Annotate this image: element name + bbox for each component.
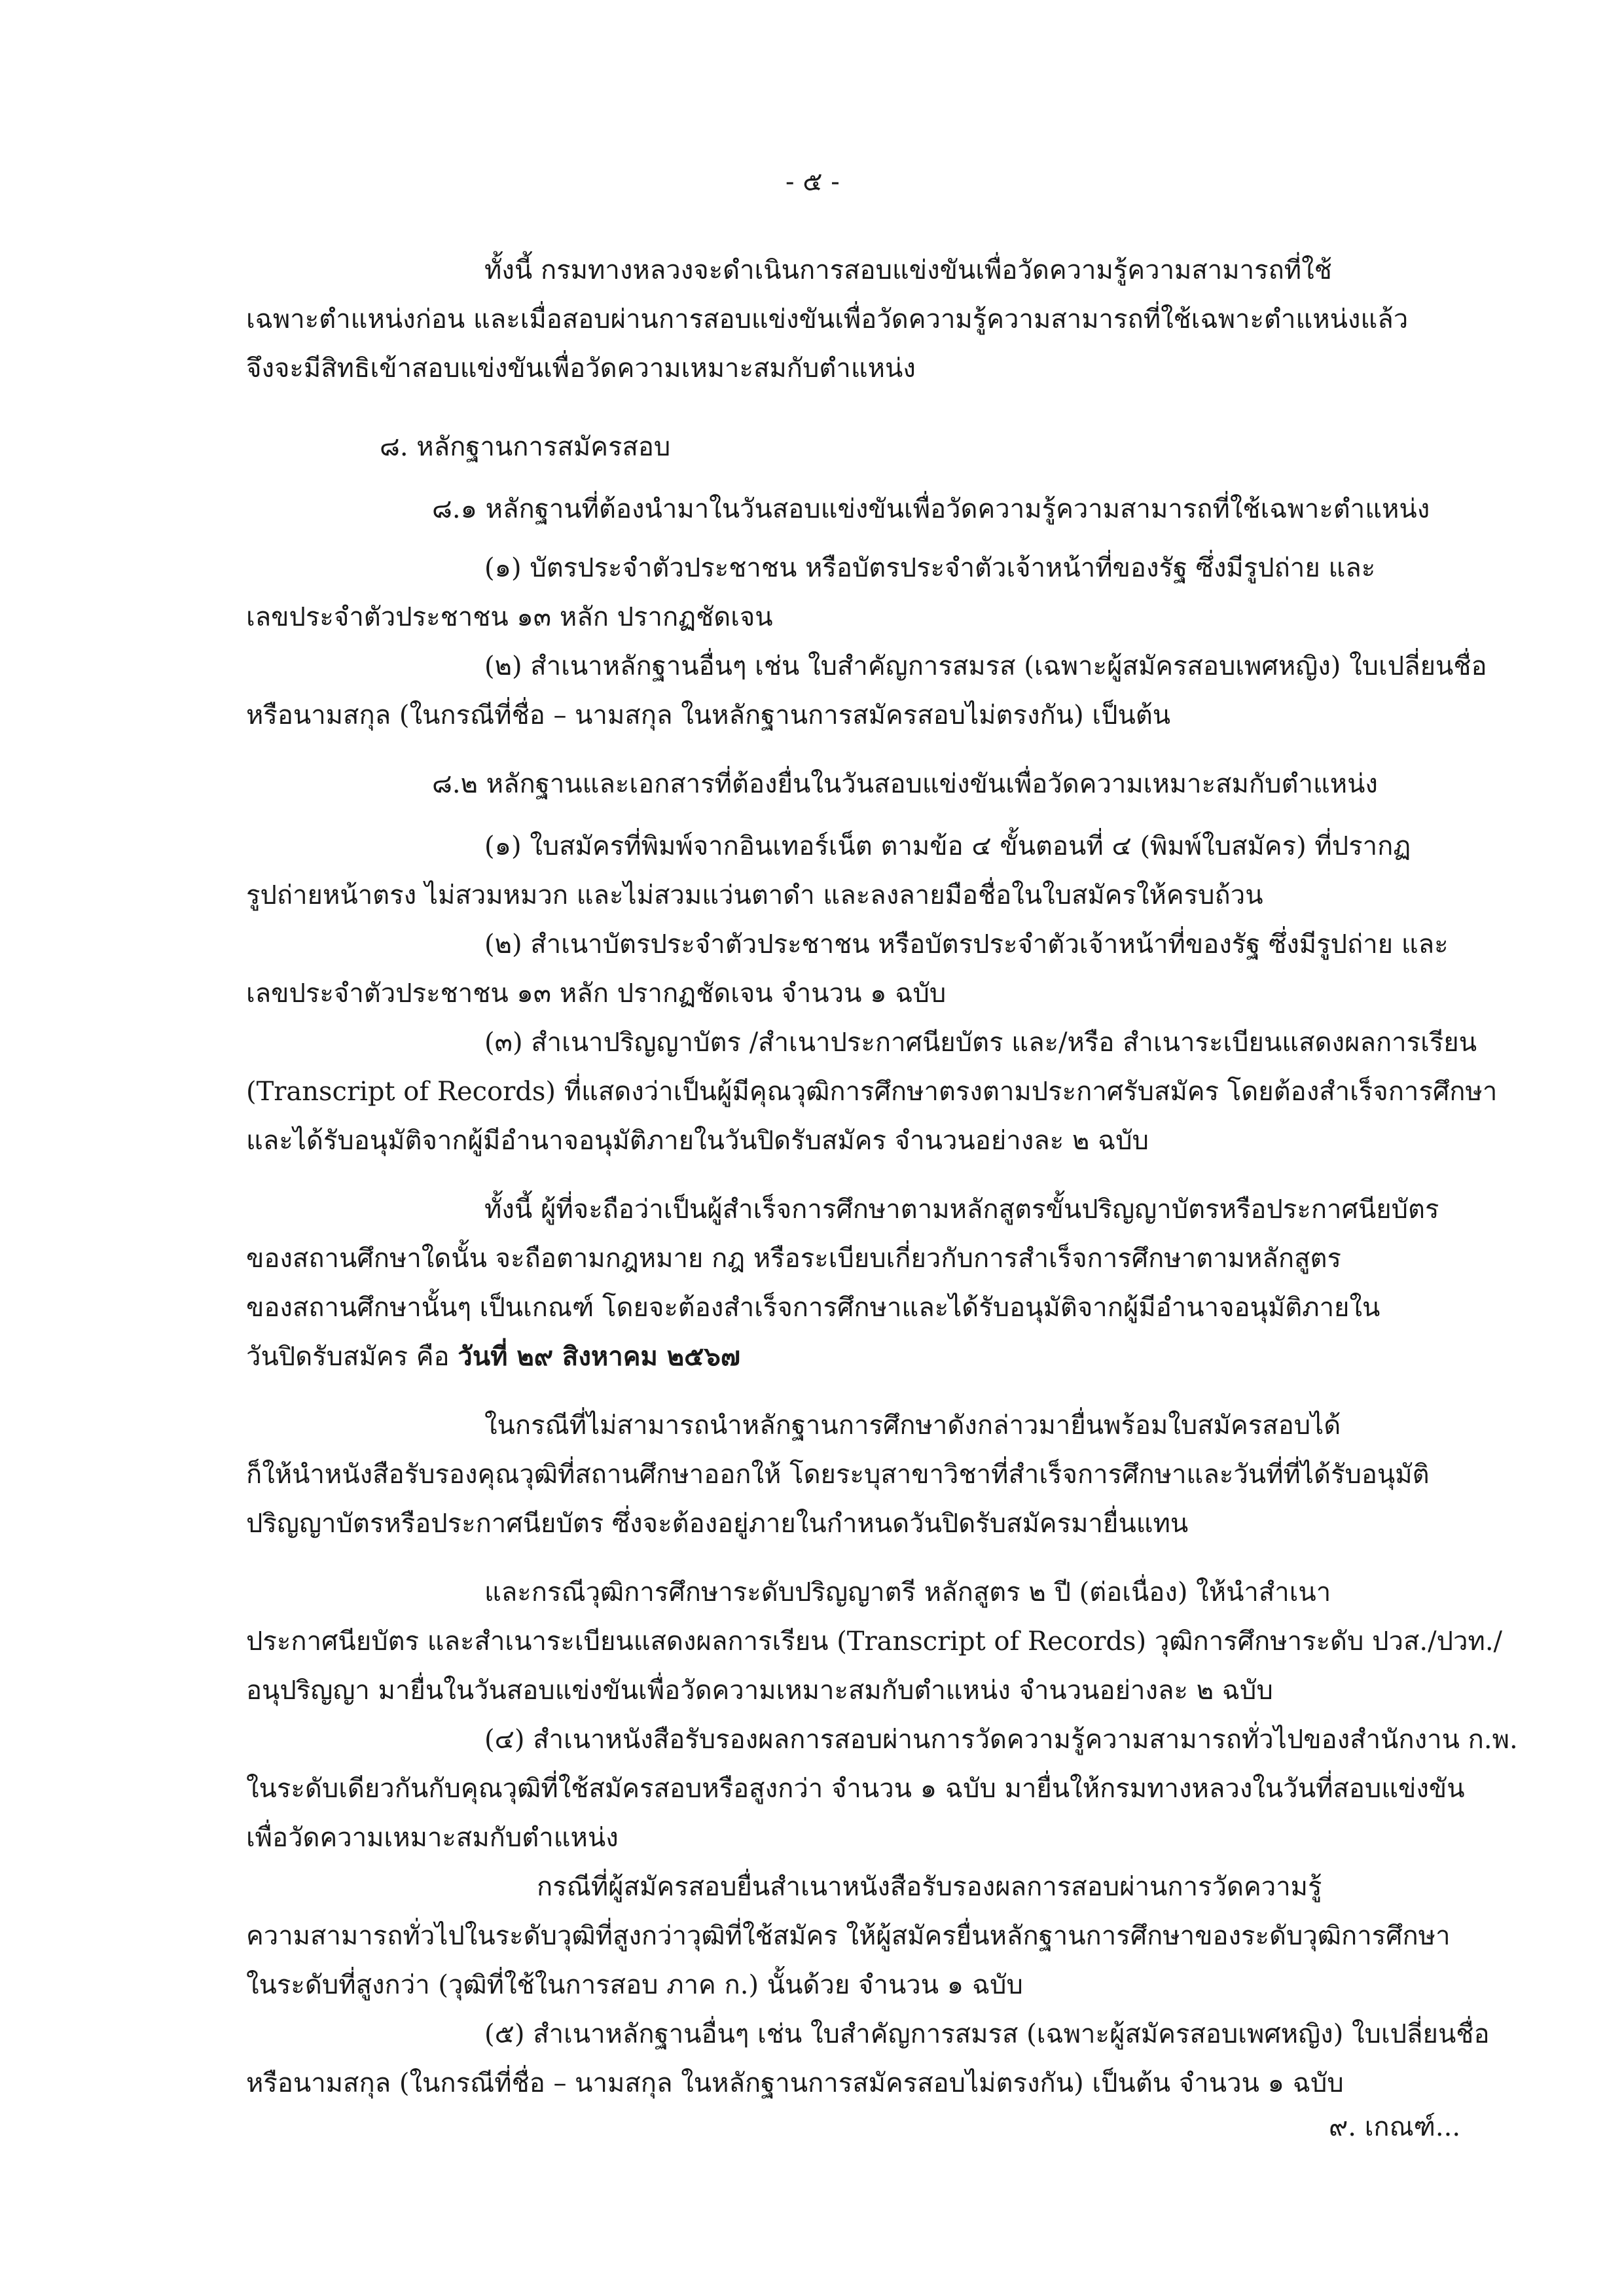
text-line: (๔) สำเนาหนังสือรับรองผลการสอบผ่านการวัดความรู้ความสามารถทั่วไปของสำนักงาน ก.พ. xyxy=(484,1725,1518,1755)
text-line: เลขประจำตัวประชาชน ๑๓ หลัก ปรากฏชัดเจน จำนวน ๑ ฉบับ xyxy=(246,978,947,1009)
text-line: และกรณีวุฒิการศึกษาระดับปริญญาตรี หลักสูตร ๒ ปี (ต่อเนื่อง) ให้นำสำเนา xyxy=(484,1577,1331,1607)
subsection-heading: ๘.๑ หลักฐานที่ต้องนำมาในวันสอบแข่งขันเพื่อวัดความรู้ความสามารถที่ใช้เฉพาะตำแหน่ง xyxy=(432,494,1430,524)
text-line: ของสถานศึกษานั้นๆ เป็นเกณฑ์ โดยจะต้องสำเร็จการศึกษาและได้รับอนุมัติจากผู้มีอำนาจอนุมัติภายใน xyxy=(246,1293,1380,1323)
page-number: - ๕ - xyxy=(785,167,840,197)
subsection-heading: ๘.๒ หลักฐานและเอกสารที่ต้องยื่นในวันสอบแข่งขันเพื่อวัดความเหมาะสมกับตำแหน่ง xyxy=(432,769,1378,799)
text-line: รูปถ่ายหน้าตรง ไม่สวมหมวก และไม่สวมแว่นตาดำ และลงลายมือชื่อในใบสมัครให้ครบถ้วน xyxy=(246,880,1263,910)
text-line: (๓) สำเนาปริญญาบัตร /สำเนาประกาศนียบัตร และ/หรือ สำเนาระเบียนแสดงผลการเรียน xyxy=(484,1028,1477,1058)
text-line: กรณีที่ผู้สมัครสอบยื่นสำเนาหนังสือรับรองผลการสอบผ่านการวัดความรู้ xyxy=(537,1872,1322,1902)
text-line: เลขประจำตัวประชาชน ๑๓ หลัก ปรากฏชัดเจน xyxy=(246,602,773,632)
continuation-marker: ๙. เกณฑ์... xyxy=(1329,2112,1461,2142)
closing-date: วันที่ ๒๙ สิงหาคม ๒๕๖๗ xyxy=(458,1341,740,1372)
text-line: หรือนามสกุล (ในกรณีที่ชื่อ – นามสกุล ในหลักฐานการสมัครสอบไม่ตรงกัน) เป็นต้น xyxy=(246,700,1171,730)
text-line: (๑) บัตรประจำตัวประชาชน หรือบัตรประจำตัวเจ้าหน้าที่ของรัฐ ซึ่งมีรูปถ่าย และ xyxy=(484,553,1376,583)
text-line: อนุปริญญา มายื่นในวันสอบแข่งขันเพื่อวัดความเหมาะสมกับตำแหน่ง จำนวนอย่างละ ๒ ฉบับ xyxy=(246,1676,1273,1706)
text-line: ปริญญาบัตรหรือประกาศนียบัตร ซึ่งจะต้องอยู่ภายในกำหนดวันปิดรับสมัครมายื่นแทน xyxy=(246,1509,1189,1539)
text-line: ของสถานศึกษาใดนั้น จะถือตามกฎหมาย กฎ หรือระเบียบเกี่ยวกับการสำเร็จการศึกษาตามหลักสูตร xyxy=(246,1244,1342,1274)
text-line: ก็ให้นำหนังสือรับรองคุณวุฒิที่สถานศึกษาออกให้ โดยระบุสาขาวิชาที่สำเร็จการศึกษาและวันที่ที่ได้รับอนุมัติ xyxy=(246,1460,1430,1490)
text-line: (๑) ใบสมัครที่พิมพ์จากอินเทอร์เน็ต ตามข้อ ๔ ขั้นตอนที่ ๔ (พิมพ์ใบสมัคร) ที่ปรากฏ xyxy=(484,831,1411,861)
text-line: หรือนามสกุล (ในกรณีที่ชื่อ – นามสกุล ในหลักฐานการสมัครสอบไม่ตรงกัน) เป็นต้น จำนวน ๑ ฉบับ xyxy=(246,2068,1344,2098)
text-segment: วันปิดรับสมัคร คือ xyxy=(246,1342,450,1372)
text-line: (๕) สำเนาหลักฐานอื่นๆ เช่น ใบสำคัญการสมรส (เฉพาะผู้สมัครสอบเพศหญิง) ใบเปลี่ยนชื่อ xyxy=(484,2019,1490,2049)
text-line: ในกรณีที่ไม่สามารถนำหลักฐานการศึกษาดังกล่าวมายื่นพร้อมใบสมัครสอบได้ xyxy=(484,1410,1341,1441)
text-line: จึงจะมีสิทธิเข้าสอบแข่งขันเพื่อวัดความเหมาะสมกับตำแหน่ง xyxy=(246,353,916,384)
text-line: ในระดับที่สูงกว่า (วุฒิที่ใช้ในการสอบ ภาค ก.) นั้นด้วย จำนวน ๑ ฉบับ xyxy=(246,1970,1023,2000)
text-line: ความสามารถทั่วไปในระดับวุฒิที่สูงกว่าวุฒิที่ใช้สมัคร ให้ผู้สมัครยื่นหลักฐานการศึกษาของระดับวุฒิการศึกษา xyxy=(246,1921,1451,1951)
text-line: (Transcript of Records) ที่แสดงว่าเป็นผู้มีคุณวุฒิการศึกษาตรงตามประกาศรับสมัคร โดยต้องสำเร็จการศึกษา xyxy=(246,1077,1498,1107)
text-line xyxy=(246,1338,740,1375)
text-line: ทั้งนี้ กรมทางหลวงจะดำเนินการสอบแข่งขันเพื่อวัดความรู้ความสามารถที่ใช้ xyxy=(484,255,1332,285)
text-line: เพื่อวัดความเหมาะสมกับตำแหน่ง xyxy=(246,1823,619,1853)
text-line: ทั้งนี้ ผู้ที่จะถือว่าเป็นผู้สำเร็จการศึกษาตามหลักสูตรขั้นปริญญาบัตรหรือประกาศนียบัตร xyxy=(484,1194,1439,1225)
text-line: เฉพาะตำแหน่งก่อน และเมื่อสอบผ่านการสอบแข่งขันเพื่อวัดความรู้ความสามารถที่ใช้เฉพาะตำแหน่งแล้ว xyxy=(246,304,1409,334)
text-line: ในระดับเดียวกันกับคุณวุฒิที่ใช้สมัครสอบหรือสูงกว่า จำนวน ๑ ฉบับ มายื่นให้กรมทางหลวงในวันที่สอบแข่งขัน xyxy=(246,1774,1465,1804)
text-line: (๒) สำเนาหลักฐานอื่นๆ เช่น ใบสำคัญการสมรส (เฉพาะผู้สมัครสอบเพศหญิง) ใบเปลี่ยนชื่อ xyxy=(484,651,1487,681)
text-line: ประกาศนียบัตร และสำเนาระเบียนแสดงผลการเรียน (Transcript of Records) วุฒิการศึกษาระดับ ปวส./ปวท./ xyxy=(246,1626,1503,1657)
section-heading: ๘. หลักฐานการสมัครสอบ xyxy=(380,432,671,462)
text-line: และได้รับอนุมัติจากผู้มีอำนาจอนุมัติภายในวันปิดรับสมัคร จำนวนอย่างละ ๒ ฉบับ xyxy=(246,1126,1149,1156)
text-line: (๒) สำเนาบัตรประจำตัวประชาชน หรือบัตรประจำตัวเจ้าหน้าที่ของรัฐ ซึ่งมีรูปถ่าย และ xyxy=(484,929,1449,960)
